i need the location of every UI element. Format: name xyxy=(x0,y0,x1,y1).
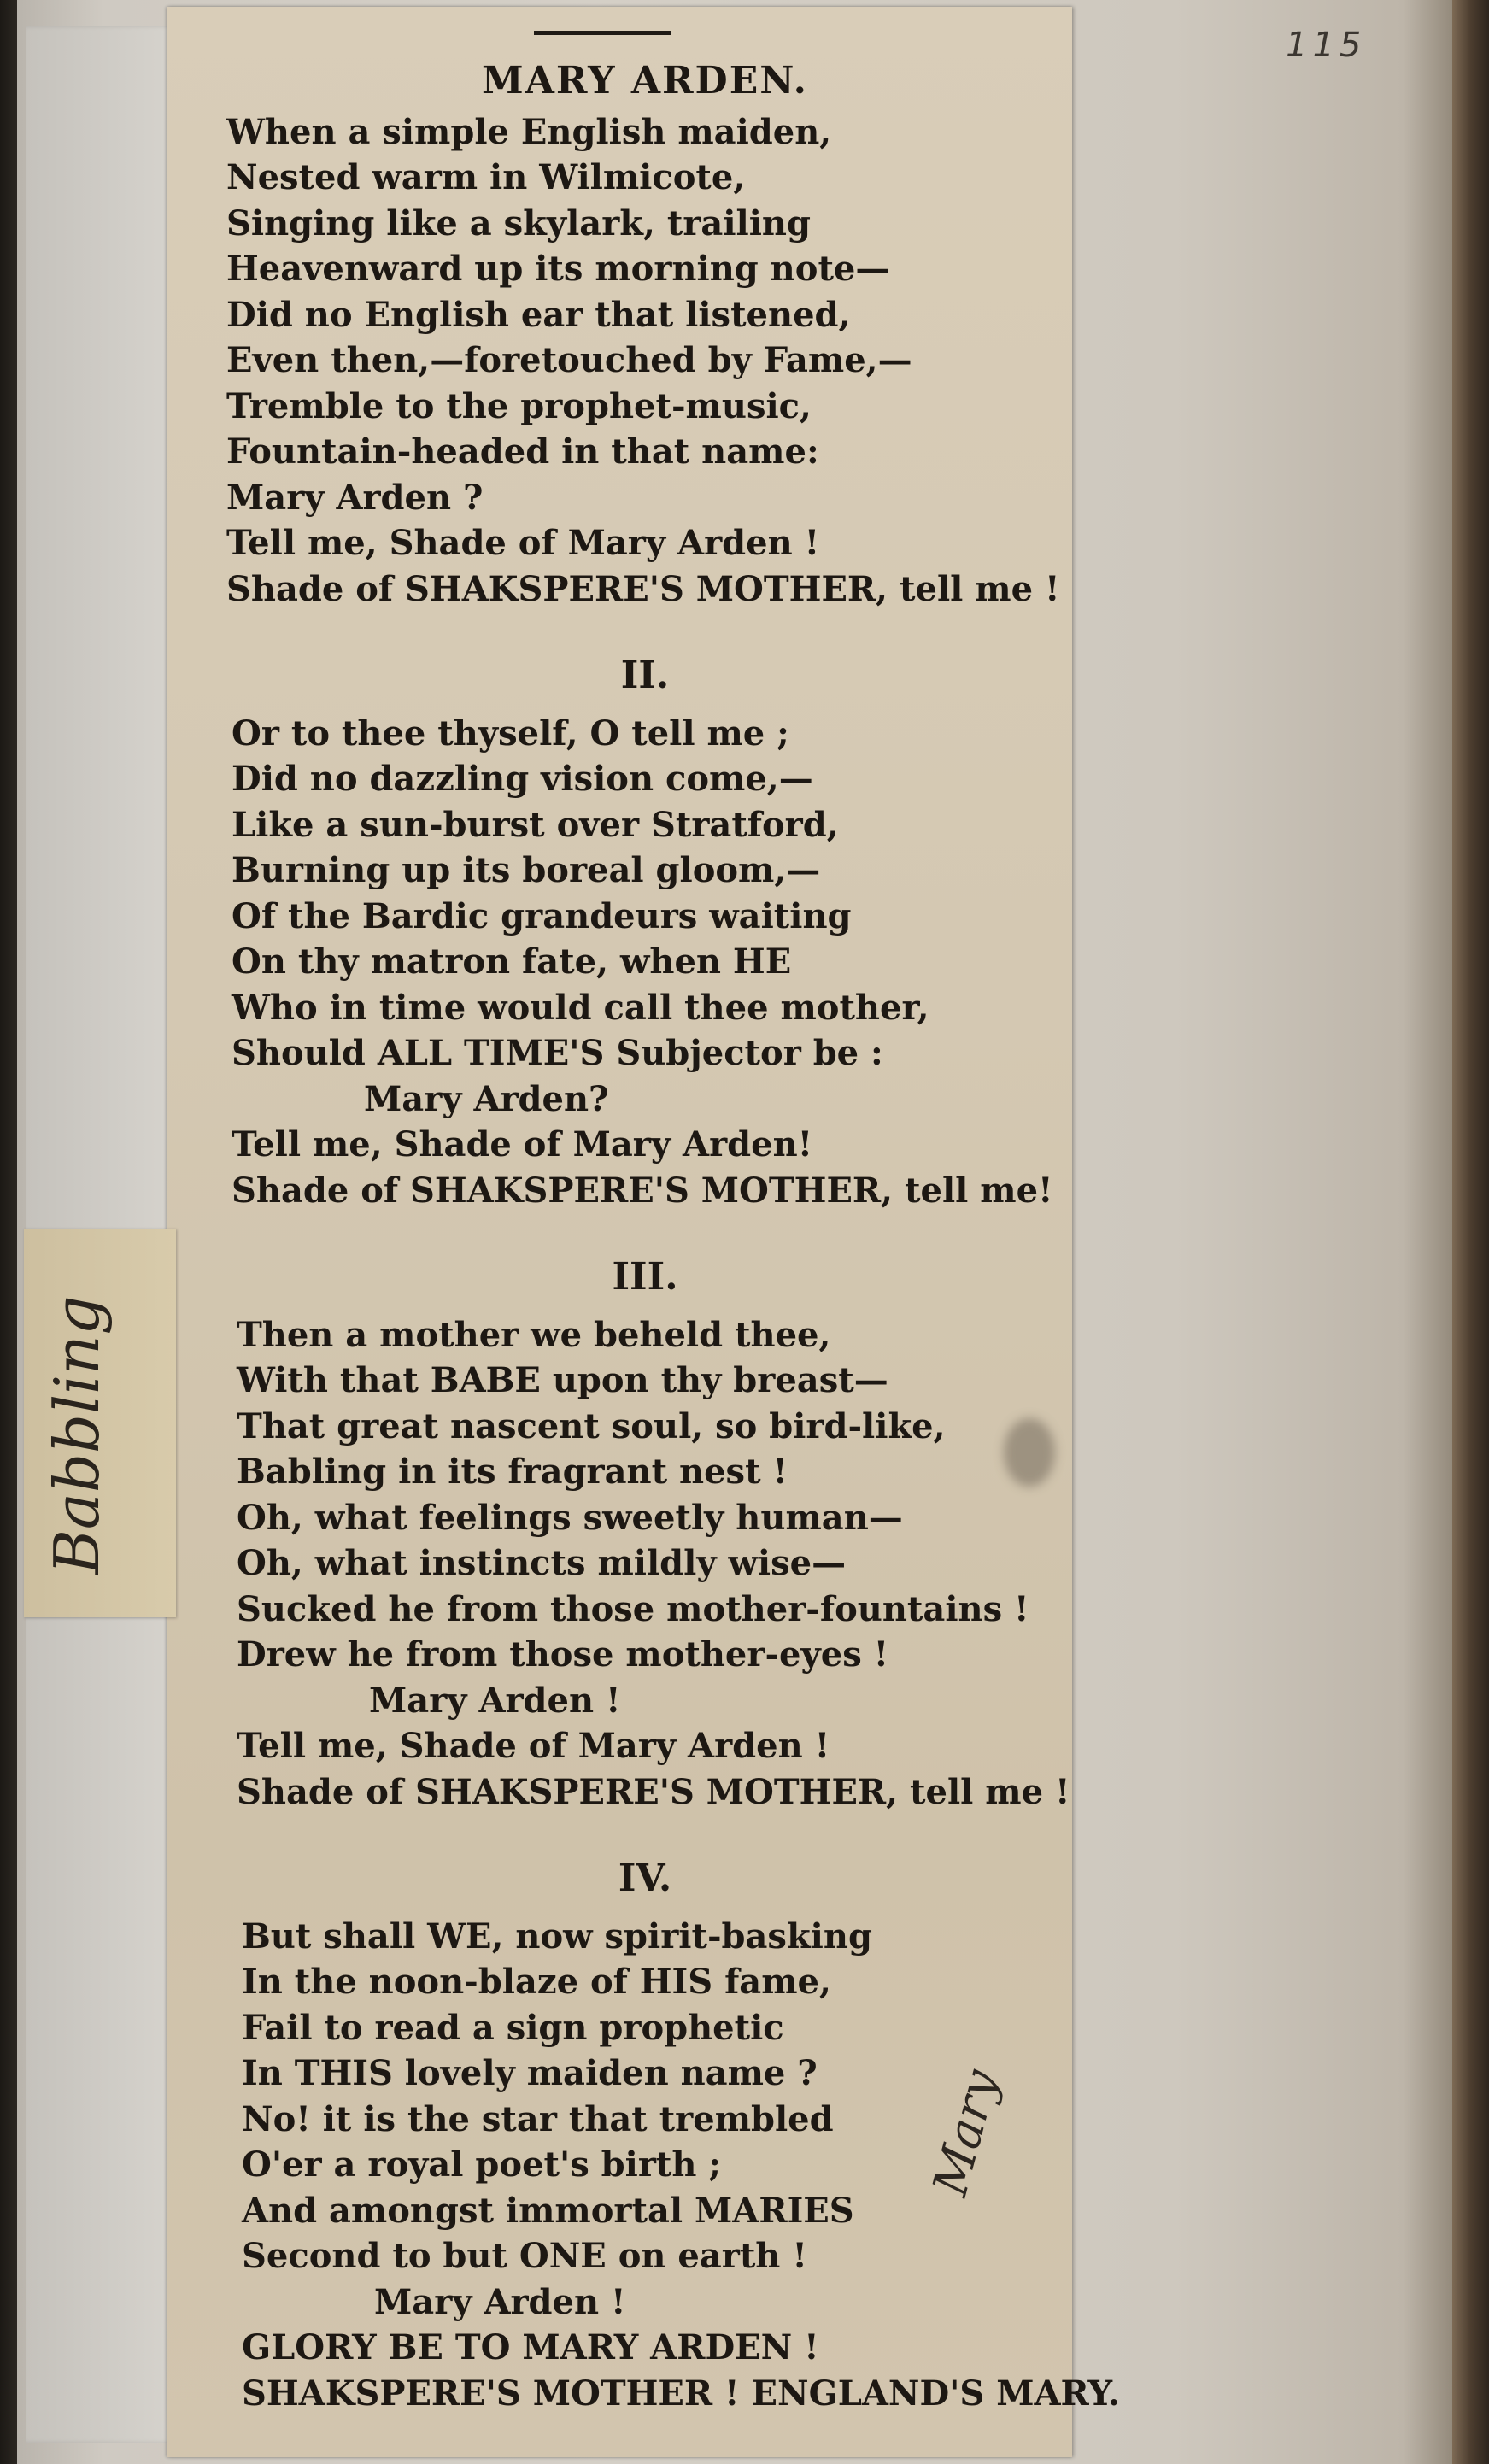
refrain-name: Mary Arden ! xyxy=(369,1680,621,1721)
poem-line: Like a sun-burst over Stratford, xyxy=(232,804,839,845)
poem-line: Fountain-headed in that name: xyxy=(226,431,819,472)
poem-line: Even then,—foretouched by Fame,— xyxy=(226,340,912,380)
poem-title: MARY ARDEN. xyxy=(482,59,808,103)
newspaper-clipping xyxy=(167,7,1120,2457)
refrain-line: Tell me, Shade of Mary Arden ! xyxy=(237,1726,830,1766)
stanza-numeral-3: III. xyxy=(612,1255,678,1299)
poem-line: No! it is the star that trembled xyxy=(242,2098,834,2139)
poem-line: On thy matron fate, when HE xyxy=(232,942,792,982)
poem-line: Oh, what instincts mildly wise— xyxy=(237,1543,847,1583)
poem-line: Nested warm in Wilmicote, xyxy=(226,157,746,197)
paper-stain xyxy=(1004,1418,1055,1487)
refrain-line: Shade of SHAKSPERE'S MOTHER, tell me ! xyxy=(226,568,1060,609)
poem-line: Drew he from those mother-eyes ! xyxy=(237,1634,889,1675)
poem-line: Of the Bardic grandeurs waiting xyxy=(232,895,852,936)
poem-line: Or to thee thyself, O tell me ; xyxy=(232,713,789,754)
poem-line: And amongst immortal MARIES xyxy=(242,2190,854,2231)
refrain-line: Shade of SHAKSPERE'S MOTHER, tell me ! xyxy=(237,1771,1070,1812)
poem-line: Tremble to the prophet-music, xyxy=(226,385,812,426)
book-fore-edge xyxy=(1452,0,1489,2464)
refrain-name: Mary Arden ! xyxy=(374,2281,626,2322)
refrain-line: SHAKSPERE'S MOTHER ! ENGLAND'S MARY. xyxy=(242,2373,1120,2414)
poem-line: Oh, what feelings sweetly human— xyxy=(237,1497,903,1538)
poem-line: In THIS lovely maiden name ? xyxy=(242,2053,818,2093)
refrain-name: Mary Arden? xyxy=(364,1078,609,1119)
poem-line: Fail to read a sign prophetic xyxy=(242,2007,784,2048)
poem-line: Did no dazzling vision come,— xyxy=(232,759,813,799)
poem-line: Who in time would call thee mother, xyxy=(232,987,929,1028)
stanza-numeral-4: IV. xyxy=(618,1857,672,1900)
poem xyxy=(226,58,1120,2416)
poem-line: But shall WE, now spirit-basking xyxy=(242,1915,872,1957)
poem-line: Second to but ONE on earth ! xyxy=(242,2236,807,2276)
refrain-name: Mary Arden ? xyxy=(226,477,484,518)
poem-line: Should ALL TIME'S Subjector be : xyxy=(232,1033,883,1073)
poem-line: In the noon-blaze of HIS fame, xyxy=(242,1962,831,2002)
stanza-3 xyxy=(226,1312,1070,1816)
handwritten-margin-note: Mary xyxy=(923,2063,1010,2202)
poem-line: Heavenward up its morning note— xyxy=(226,249,890,289)
stanza-2 xyxy=(226,711,1064,1214)
poem-line: O'er a royal poet's birth ; xyxy=(242,2144,722,2185)
poem-line: Babling in its fragrant nest ! xyxy=(237,1452,788,1492)
stanza-numeral-2: II. xyxy=(620,654,670,697)
refrain-line: Tell me, Shade of Mary Arden ! xyxy=(226,523,820,563)
poem-line: With that BABE upon thy breast— xyxy=(237,1360,888,1400)
poem-line: Then a mother we beheld thee, xyxy=(237,1314,831,1355)
poem-line: When a simple English maiden, xyxy=(226,111,832,152)
handwritten-tab-slip xyxy=(24,1229,176,1617)
poem-line: Sucked he from those mother-fountains ! xyxy=(237,1588,1029,1629)
poem-line: Did no English ear that listened, xyxy=(226,294,851,335)
poem-line: Burning up its boreal gloom,— xyxy=(232,850,821,890)
stanza-1 xyxy=(226,109,1064,613)
poem-line: Singing like a skylark, trailing xyxy=(226,202,811,243)
refrain-line: Tell me, Shade of Mary Arden! xyxy=(232,1124,813,1165)
handwritten-tab-text: Babbling xyxy=(41,1295,113,1575)
page-number: 115 xyxy=(1286,26,1367,65)
poem-line: That great nascent soul, so bird-like, xyxy=(237,1405,946,1446)
refrain-line: GLORY BE TO MARY ARDEN ! xyxy=(242,2327,819,2367)
top-rule xyxy=(534,31,671,35)
refrain-line: Shade of SHAKSPERE'S MOTHER, tell me! xyxy=(232,1170,1053,1211)
